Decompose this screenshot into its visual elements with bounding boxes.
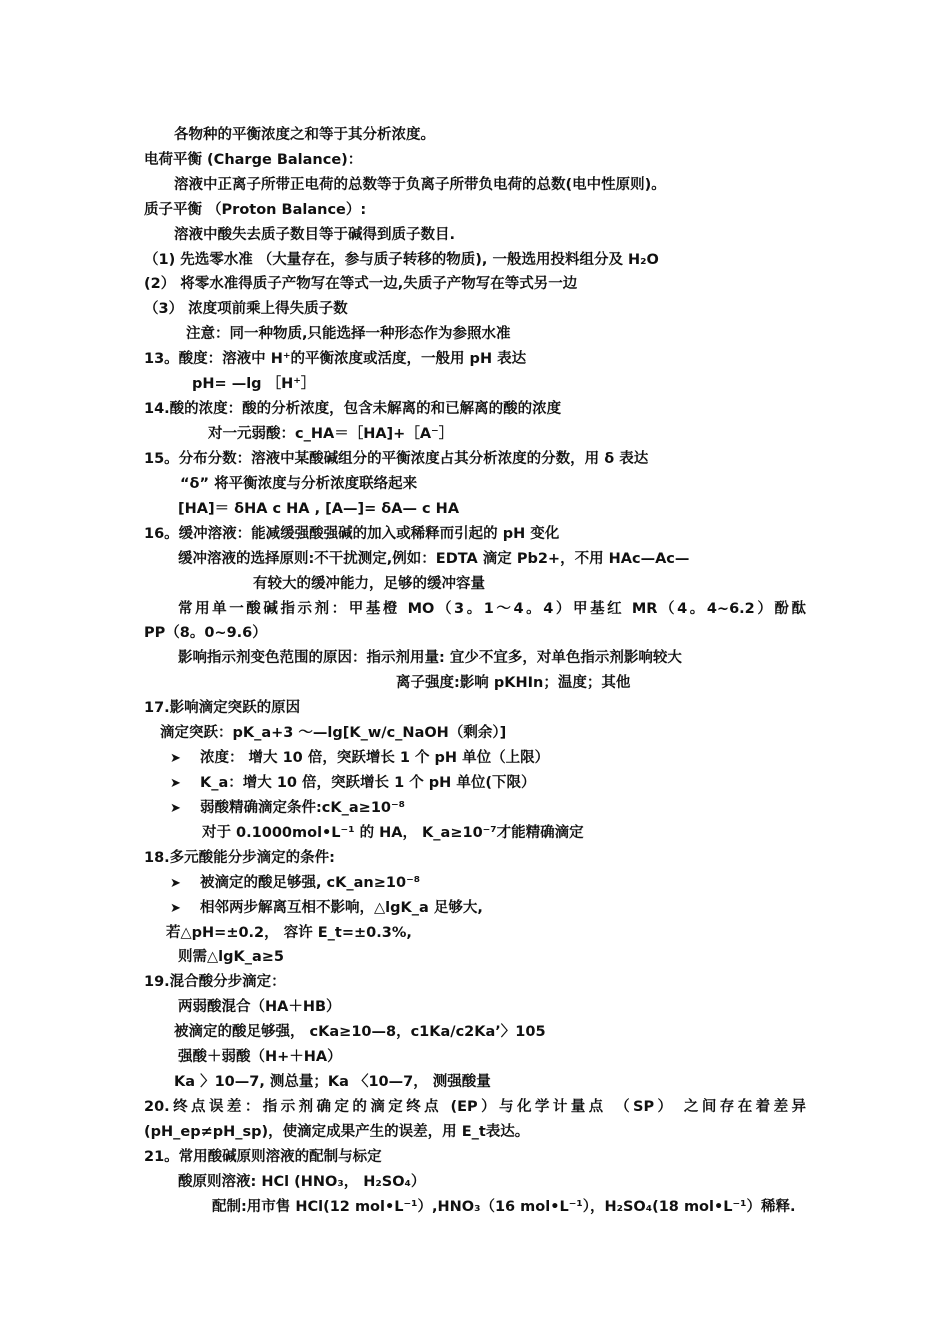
text-line: 被滴定的酸足够强， cKa≥10—8，c1Ka/c2Ka’〉105	[174, 1024, 546, 1040]
bullet-item: ➤ 相邻两步解离互相不影响，△lgK_a 足够大,	[170, 896, 483, 922]
heading-proton-balance: 质子平衡 （Proton Balance）:	[144, 202, 367, 218]
text-line: 影响指示剂变色范围的原因：指示剂用量: 宜少不宜多，对单色指示剂影响较大	[178, 650, 682, 666]
formula-line: 滴定突跃：pK_a+3 ～—lg[K_w/c_NaOH（剩余）]	[160, 725, 507, 741]
text-line: (pH_ep≠pH_sp)，使滴定成果产生的误差，用 E_t表达。	[144, 1124, 530, 1140]
formula-line: [HA]＝ δHA c HA , [A—]= δA— c HA	[178, 501, 460, 517]
bullet-item: ➤ 被滴定的酸足够强, cK_an≥10⁻⁸	[170, 871, 420, 897]
text-line: 溶液中酸失去质子数目等于碱得到质子数目.	[174, 227, 456, 243]
text-line: 则需△lgK_a≥5	[178, 949, 285, 965]
text-line: Ka 〉10—7, 测总量；Ka 〈10—7， 测强酸量	[174, 1074, 491, 1090]
text-line: 常用单一酸碱指示剂：甲基橙 MO（3。1～4。4）甲基红 MR（4。4~6.2）酚酞	[178, 601, 806, 617]
formula-line: pH= —lg ［H⁺］	[192, 376, 316, 392]
section-17-heading: 17.影响滴定突跃的原因	[144, 700, 301, 716]
text-line: （3） 浓度项前乘上得失质子数	[144, 301, 348, 317]
text-line: 各物种的平衡浓度之和等于其分析浓度。	[174, 127, 435, 143]
bullet-item: ➤ K_a：增大 10 倍，突跃增长 1 个 pH 单位(下限）	[170, 771, 535, 797]
text-line: 配制:用市售 HCl(12 mol•L⁻¹）,HNO₃（16 mol•L⁻¹），H₂SO₄(18 mol•L⁻¹）稀释.	[212, 1199, 796, 1215]
heading-charge-balance: 电荷平衡 (Charge Balance)：	[144, 152, 363, 168]
section-16-heading: 16。缓冲溶液：能减缓强酸强碱的加入或稀释而引起的 pH 变化	[144, 526, 560, 542]
bullet-item: ➤ 浓度： 增大 10 倍，突跃增长 1 个 pH 单位（上限）	[170, 746, 549, 772]
text-line: “δ” 将平衡浓度与分析浓度联络起来	[180, 476, 418, 492]
text-line: 两弱酸混合（HA＋HB）	[178, 999, 341, 1015]
text-line: （1) 先选零水准 （大量存在，参与质子转移的物质), 一般选用投料组分及 H₂O	[144, 252, 659, 268]
text-line: PP（8。0~9.6）	[144, 625, 267, 641]
section-13-heading: 13。酸度：溶液中 H⁺的平衡浓度或活度，一般用 pH 表达	[144, 351, 527, 367]
text-line: 有较大的缓冲能力，足够的缓冲容量	[253, 576, 485, 592]
section-21-heading: 21。常用酸碱原则溶液的配制与标定	[144, 1149, 382, 1165]
text-line: 若△pH=±0.2， 容许 E_t=±0.3%,	[166, 925, 412, 941]
formula-line: 对一元弱酸：c_HA＝［HA]+［A⁻］	[208, 426, 454, 442]
section-20-heading: 20.终点误差：指示剂确定的滴定终点 (EP）与化学计量点 （SP） 之间存在着差异	[144, 1099, 806, 1115]
text-line: 溶液中正离子所带正电荷的总数等于负离子所带负电荷的总数(电中性原则)。	[174, 177, 666, 193]
note-line: 注意：同一种物质,只能选择一种形态作为参照水准	[186, 326, 511, 342]
text-line: 离子强度:影响 pKHIn；温度；其他	[396, 675, 631, 691]
text-line: 酸原则溶液: HCl (HNO₃， H₂SO₄）	[178, 1174, 426, 1190]
text-line: 强酸＋弱酸（H+＋HA）	[178, 1049, 342, 1065]
text-line: 对于 0.1000mol•L⁻¹ 的 HA， K_a≥10⁻⁷才能精确滴定	[202, 825, 584, 841]
section-14-heading: 14.酸的浓度：酸的分析浓度，包含未解离的和已解离的酸的浓度	[144, 401, 562, 417]
bullet-item: ➤ 弱酸精确滴定条件:cK_a≥10⁻⁸	[170, 796, 405, 822]
section-19-heading: 19.混合酸分步滴定：	[144, 974, 286, 990]
text-line: (2） 将零水准得质子产物写在等式一边,失质子产物写在等式另一边	[144, 276, 578, 292]
section-15-heading: 15。分布分数：溶液中某酸碱组分的平衡浓度占其分析浓度的分数，用 δ 表达	[144, 451, 649, 467]
section-18-heading: 18.多元酸能分步滴定的条件:	[144, 850, 335, 866]
text-line: 缓冲溶液的选择原则:不干扰测定,例如：EDTA 滴定 Pb2+，不用 HAc—Ac—	[178, 551, 690, 567]
